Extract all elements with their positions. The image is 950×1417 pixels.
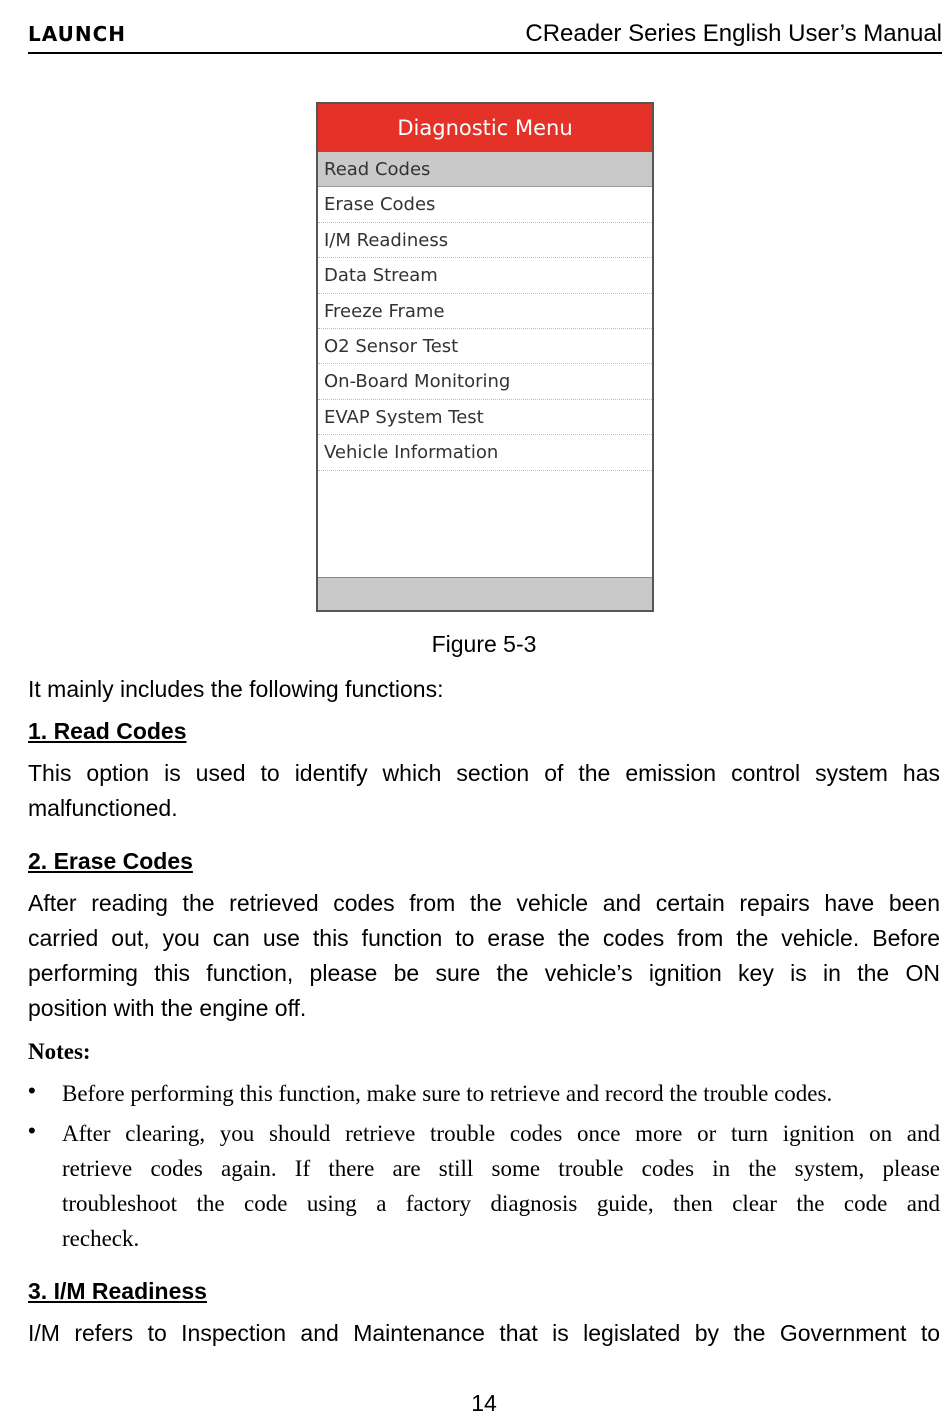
note-bullet-2-line-1: After clearing, you should retrieve trouble codes once more or turn ignition on and [62,1121,940,1146]
page-number: 14 [471,1390,497,1416]
erase-codes-line-3: performing this function, please be sure the vehicle’s ignition key is in the ON [28,960,940,986]
note-bullet-2-line-3: troubleshoot the code using a factory diagnosis guide, then clear the code and [62,1191,940,1216]
heading-im-readiness: 3. I/M Readiness [28,1278,207,1304]
erase-codes-line-1: After reading the retrieved codes from the vehicle and certain repairs have been [28,890,940,916]
notes-label: Notes: [28,1039,91,1064]
read-codes-line-1: This option is used to identify which section of the emission control system has [28,760,940,786]
bullet-icon: • [28,1078,36,1103]
menu-item-erase-codes[interactable]: Erase Codes [318,187,652,222]
menu-item-read-codes[interactable]: Read Codes [318,152,652,187]
heading-read-codes: 1. Read Codes [28,718,187,744]
menu-item-evap-system-test[interactable]: EVAP System Test [318,400,652,435]
menu-item-on-board-monitoring[interactable]: On-Board Monitoring [318,364,652,399]
device-screen-figure [316,102,654,612]
erase-codes-line-2: carried out, you can use this function to erase the codes from the vehicle. Before [28,925,940,951]
menu-item-im-readiness[interactable]: I/M Readiness [318,223,652,258]
menu-item-freeze-frame[interactable]: Freeze Frame [318,294,652,329]
menu-item-o2-sensor-test[interactable]: O2 Sensor Test [318,329,652,364]
brand-logo-text: LAUNCH [28,22,127,46]
diagnostic-menu-list [318,152,652,471]
note-bullet-2-line-4: recheck. [62,1226,140,1251]
heading-erase-codes: 2. Erase Codes [28,848,193,874]
diagnostic-menu-title: Diagnostic Menu [318,104,652,152]
menu-item-vehicle-information[interactable]: Vehicle Information [318,435,652,470]
figure-caption: Figure 5-3 [431,631,537,657]
im-readiness-line-1: I/M refers to Inspection and Maintenance that is legislated by the Government to [28,1320,940,1346]
note-bullet-1: Before performing this function, make sure to retrieve and record the trouble codes. [62,1081,833,1106]
manual-title: CReader Series English User’s Manual [525,20,942,47]
menu-item-data-stream[interactable]: Data Stream [318,258,652,293]
page-header [28,18,942,54]
read-codes-line-2: malfunctioned. [28,795,178,821]
device-status-bar [318,577,652,610]
note-bullet-2-line-2: retrieve codes again. If there are still some trouble codes in the system, please [62,1156,940,1181]
bullet-icon: • [28,1118,36,1143]
intro-text: It mainly includes the following functions: [28,676,444,702]
erase-codes-line-4: position with the engine off. [28,995,307,1021]
